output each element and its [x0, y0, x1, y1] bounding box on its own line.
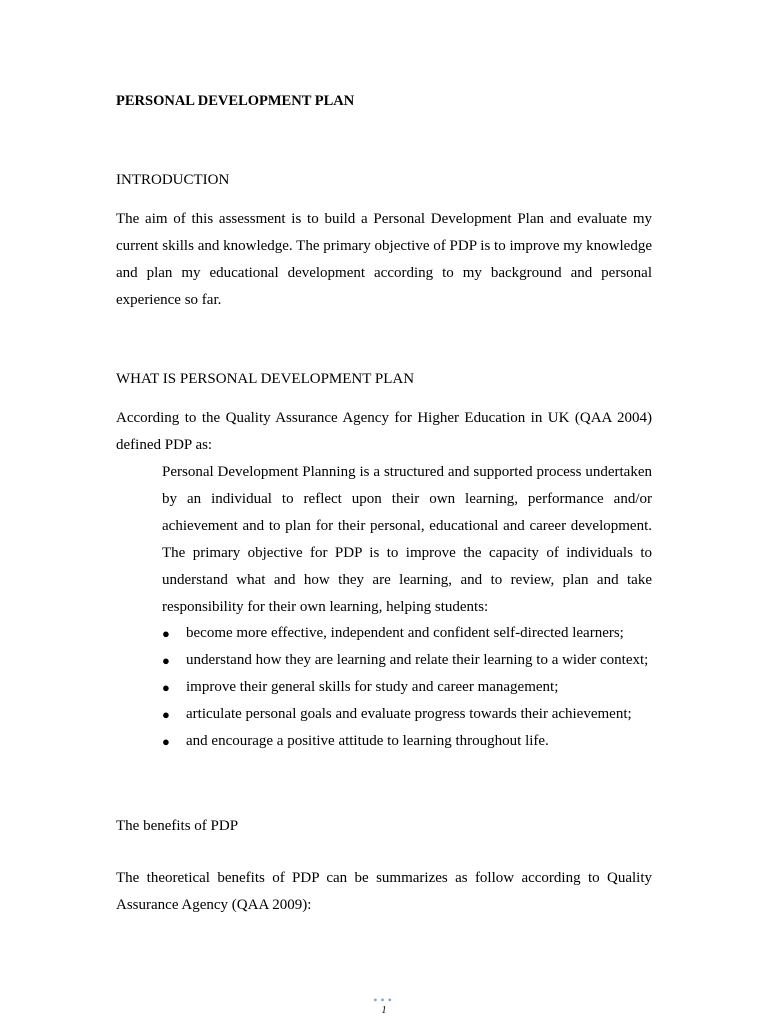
- benefits-paragraph: The theoretical benefits of PDP can be summarizes as follow according to Quality Assurance Agency (QAA 2009):: [116, 870, 652, 913]
- list-item: [162, 674, 652, 701]
- page-footer: [0, 995, 768, 1017]
- what-is-pdp-heading: WHAT IS PERSONAL DEVELOPMENT PLAN: [116, 371, 415, 387]
- page-number: 1: [381, 1005, 387, 1016]
- list-item: [162, 728, 652, 755]
- introduction-heading: INTRODUCTION: [116, 172, 230, 188]
- pdp-aims-list: [162, 620, 652, 755]
- list-item: [162, 647, 652, 674]
- qaa-definition-intro: According to the Quality Assurance Agency for Higher Education in UK (QAA 2004) defined PDP as:: [116, 410, 652, 453]
- list-item: [162, 620, 652, 647]
- bullet-icon: ●: [162, 734, 170, 749]
- introduction-paragraph: The aim of this assessment is to build a Personal Development Plan and evaluate my current skills and knowledge. The primary objective of PDP is to improve my knowledge and plan my educational development according to my background and personal experience so far.: [116, 211, 652, 308]
- bullet-icon: ●: [162, 626, 170, 641]
- document-title: PERSONAL DEVELOPMENT PLAN: [116, 93, 355, 109]
- list-item: [162, 701, 652, 728]
- list-item-text: articulate personal goals and evaluate progress towards their achievement;: [186, 706, 632, 722]
- pdp-definition-quote: Personal Development Planning is a structured and supported process undertaken by an individual to reflect upon their own learning, performance and/or achievement and to plan for their personal, educational and career development. The primary objective for PDP is to improve the capacity of individuals to understand what and how they are learning, and to review, plan and take responsibility for their own learning, helping students:: [162, 464, 652, 615]
- footer-dots-icon: •••: [373, 993, 395, 1007]
- benefits-heading: The benefits of PDP: [116, 818, 239, 834]
- list-item-text: and encourage a positive attitude to learning throughout life.: [186, 733, 549, 749]
- list-item-text: improve their general skills for study and career management;: [186, 679, 559, 695]
- bullet-icon: ●: [162, 707, 170, 722]
- bullet-icon: ●: [162, 653, 170, 668]
- list-item-text: become more effective, independent and confident self-directed learners;: [186, 625, 624, 641]
- bullet-icon: ●: [162, 680, 170, 695]
- list-item-text: understand how they are learning and relate their learning to a wider context;: [186, 652, 649, 668]
